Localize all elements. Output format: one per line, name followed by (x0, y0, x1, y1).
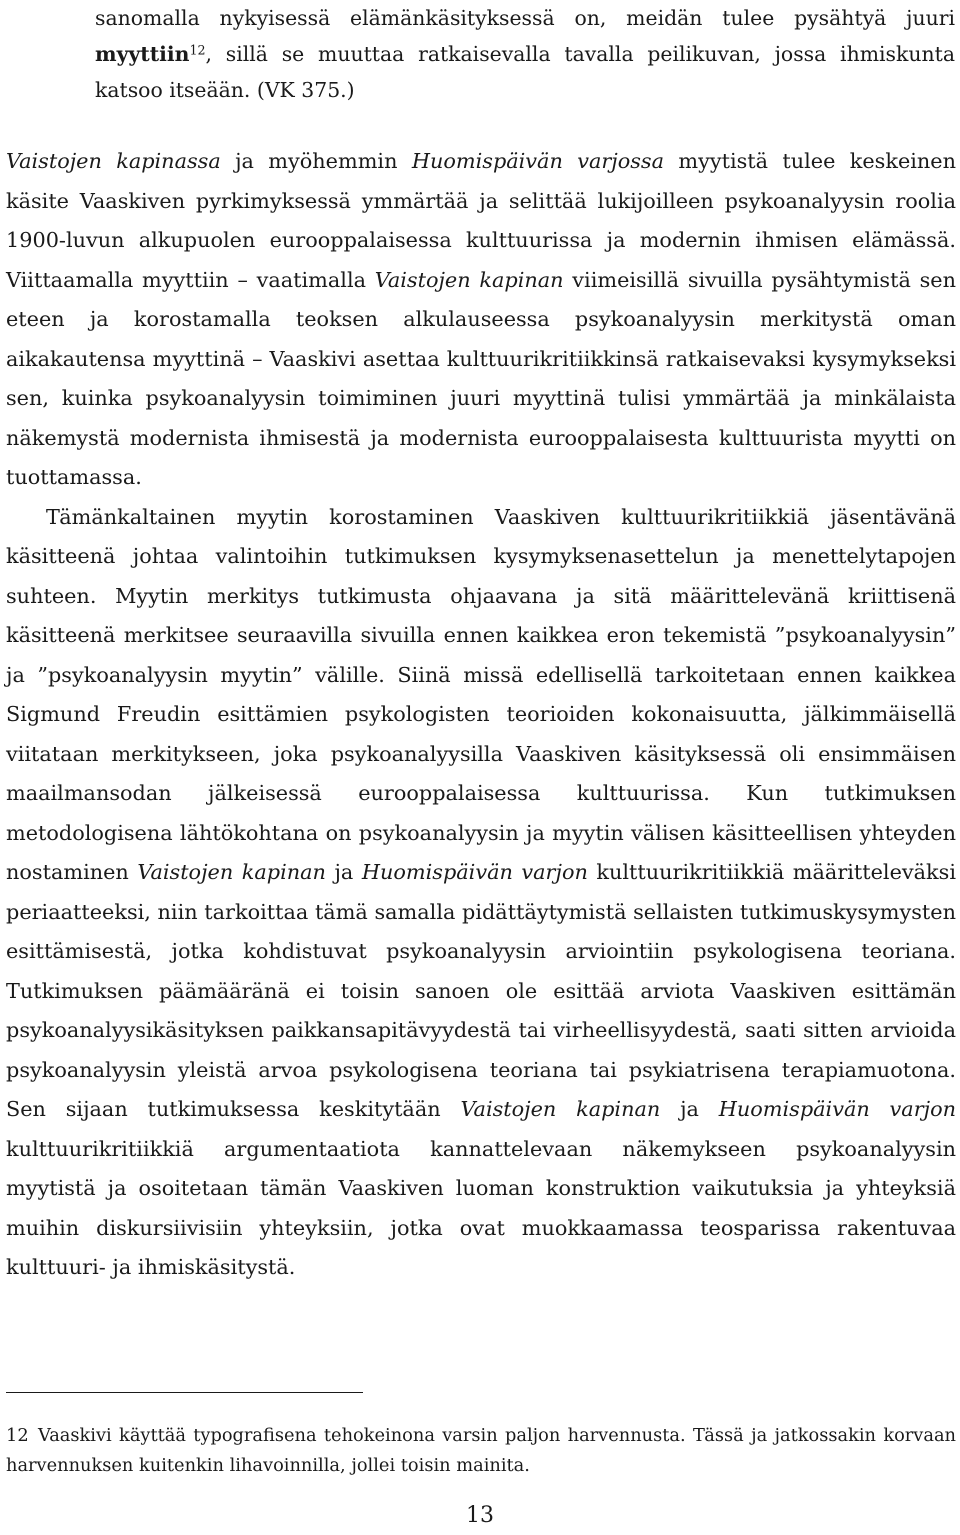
italic-title: Vaistojen kapinan (460, 1097, 661, 1121)
footnote-text: Vaaskivi käyttää typografisena tehokeinona varsin paljon harvennusta. Tässä ja jatkossakin korvaan harvennuksen kuitenkin lihavoinnilla, jollei toisin mainita. (6, 1425, 956, 1476)
footnote-number: 12 (6, 1425, 29, 1446)
paragraph (6, 498, 956, 1288)
paragraph-text: ja (660, 1097, 719, 1121)
paragraph-text: kulttuurikritiikkiä määritteleväksi periaatteeksi, niin tarkoittaa tämä samalla pidättäytymistä sellaisten tutkimuskysymysten esittämisestä, jotka kohdistuvat psykoanalyysin arviointiin psykologisena teoriana. Tutkimuksen päämääränä ei toisin sanoen ole esittää arviota Vaaskiven esittämän psykoanalyysikäsityksen paikkansapitävyydestä tai virheellisyydestä, saati sitten arvioida psykoanalyysin yleistä arvoa psykologisena teoriana tai psykiatrisena terapiamuotona. Sen sijaan tutkimuksessa keskitytään (6, 860, 956, 1121)
italic-title: Huomispäivän varjossa (411, 149, 665, 173)
paragraph-text: myytistä tulee keskeinen käsite Vaaskiven pyrkimyksessä ymmärtää ja selittää lukijoilleen psykoanalyysin roolia 1900-luvun alkupuolen eurooppalaisessa kulttuurissa ja modernin ihmisen elämässä. Viittaamalla myyttiin – vaatimalla (6, 149, 957, 292)
paragraph-text: Tämänkaltainen myytin korostaminen Vaaskiven kulttuurikritiikkiä jäsentävänä käsitteenä johtaa valintoihin tutkimuksen kysymyksenasettelun ja menettelytapojen suhteen. Myytin merkitys tutkimusta ohjaavana ja sitä määrittelevänä kriittisenä käsitteenä merkitsee seuraavilla sivuilla ennen kaikkea eron tekemistä ”psykoanalyysin” ja ”psykoanalyysin myytin” välille. Siinä missä edellisellä tarkoitetaan ennen kaikkea Sigmund Freudin esittämien psykologisten teorioiden kokonaisuutta, jälkimmäisellä viitataan merkitykseen, joka psykoanalyysilla Vaaskiven käsityksessä oli ensimmäisen maailmansodan jälkeisessä eurooppalaisessa kulttuurissa. Kun tutkimuksen metodologisena lähtökohtana on psykoanalyysin ja myytin välisen käsitteellisen yhteyden nostaminen (6, 504, 956, 884)
paragraph-text: viimeisillä sivuilla pysähtymistä sen eteen ja korostamalla teoksen alkulauseessa psykoanalyysin merkitystä oman aikakautensa myyttinä – Vaaskivi asettaa kulttuurikritiikkinsä ratkaisevaksi kysymykseksi sen, kuinka psykoanalyysin toimiminen juuri myyttinä tulisi ymmärtää ja minkälaista näkemystä modernista ihmisestä ja modernista eurooppalaisesta kulttuurista myytti on tuottamassa. (6, 267, 956, 489)
footnote (6, 1421, 956, 1481)
quote-text: , sillä se muuttaa ratkaisevalla tavalla peilikuvan, jossa ihmiskunta katsoo itseään. (VK 375.) (95, 42, 955, 102)
page-number: 13 (466, 1503, 494, 1528)
paragraph-text: ja myöhemmin (220, 149, 412, 173)
italic-title: Vaistojen kapinan (137, 860, 326, 884)
footnote-entry (6, 1421, 956, 1481)
block-quote (95, 0, 955, 108)
quote-bold-word: myyttiin (95, 42, 190, 66)
quote-text: sanomalla nykyisessä elämänkäsityksessä on, meidän tulee pysähtyä juuri (95, 6, 955, 30)
italic-title: Vaistojen kapinassa (6, 149, 221, 173)
body-text (6, 142, 956, 1288)
italic-title: Vaistojen kapinan (374, 267, 564, 292)
footnote-divider (6, 1392, 363, 1393)
paragraph (6, 142, 956, 498)
italic-title: Huomispäivän varjon (361, 860, 588, 884)
paragraph-text: kulttuurikritiikkiä argumentaatiota kannattelevaan näkemykseen psykoanalyysin myytistä ja osoitetaan tämän Vaaskiven luoman konstruktion vaikutuksia ja yhteyksiä muihin diskursiivisiin yhteyksiin, jotka ovat muokkaamassa teosparissa rakentuvaa kulttuuri- ja ihmiskäsitystä. (6, 1136, 956, 1279)
italic-title: Huomispäivän varjon (718, 1097, 956, 1121)
paragraph-text: ja (325, 860, 362, 884)
footnote-reference[interactable]: 12 (189, 42, 206, 58)
